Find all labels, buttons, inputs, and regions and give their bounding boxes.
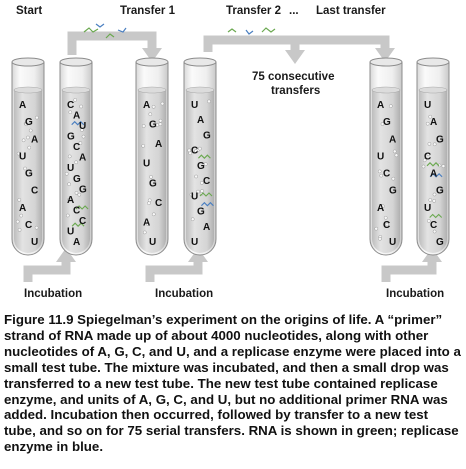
nucleotide-bubble [428,142,431,145]
nucleotide-bubble [195,175,198,178]
tube-rim [417,58,449,66]
nucleotide-letter: G [149,119,157,131]
nucleotide-letter: A [430,168,438,180]
label-transfer-2: Transfer 2 [226,5,281,17]
nucleotide-bubble [80,105,83,108]
label-ellipsis: ... [289,5,299,17]
test-tube-start [12,58,44,255]
nucleotide-bubble [16,220,19,223]
nucleotide-bubble [68,183,71,186]
nucleotide-letter: C [430,219,438,231]
nucleotide-bubble [198,147,201,150]
nucleotide-bubble [378,170,381,173]
nucleotide-bubble [422,165,425,168]
nucleotide-letter: A [73,110,81,122]
nucleotide-bubble [152,105,155,108]
nucleotide-bubble [142,124,145,127]
nucleotide-letter: G [25,117,33,129]
nucleotide-letter: G [197,206,205,218]
nucleotide-bubble [18,198,21,201]
nucleotide-letter: G [67,131,75,143]
nucleotide-bubble [207,100,210,103]
test-tube-last-transfer-incubated [417,58,449,255]
nucleotide-letter: C [79,215,87,227]
nucleotide-letter: C [424,151,432,163]
nucleotide-letter: U [377,151,385,163]
nucleotide-letter: U [389,237,397,248]
nucleotide-letter: G [197,160,205,172]
test-tube-last-transfer [370,58,402,255]
nucleotide-letter: A [377,100,385,111]
nucleotide-letter: C [31,185,39,197]
tube-rim [184,58,216,66]
label-transfers: transfers [271,85,321,97]
nucleotide-bubble [35,226,38,229]
nucleotide-bubble [66,214,69,217]
nucleotide-bubble [20,214,23,217]
test-tube-transfer1-incubated [184,58,216,255]
nucleotide-bubble [26,136,29,139]
nucleotide-bubble [161,102,164,105]
test-tube-transfer1 [136,58,168,255]
nucleotide-bubble [18,228,21,231]
nucleotide-bubble [159,119,162,122]
label-transfer-1: Transfer 1 [120,5,175,17]
nucleotide-letter: C [73,142,81,154]
nucleotide-letter: U [424,202,432,214]
nucleotide-bubble [159,123,162,126]
nucleotide-letter: C [25,219,33,231]
nucleotide-bubble [29,129,32,132]
nucleotide-letter: A [389,134,397,146]
liquid-surface [62,87,90,93]
nucleotide-letter: G [203,130,211,142]
nucleotide-letter: C [383,219,391,231]
figure-caption: Figure 11.9 Spiegelman’s experiment on the origins of life. A “primer” strand of RNA made up of about 4000 nucleotides, along with other nucleotides of A, G, C, and U, and a replicase enzyme were placed into a small test tube. The mixture was incubated, and then a small drop was transferred to a new test tube. The new test tube contained replicase enzyme, and units of A, G, C, and U, but no additional primer RNA was added. Incubation then occurred, followed by transfer to a new test tube, and so on for 75 serial transfers. RNA is shown in green; replicase enzyme in blue. [4,312,461,455]
liquid-surface [419,87,447,93]
nucleotide-letter: C [155,197,163,209]
nucleotide-letter: U [149,237,157,248]
nucleotide-letter: C [191,145,199,157]
nucleotide-letter: U [143,158,151,170]
nucleotide-bubble [142,144,145,147]
tube-rim [60,58,92,66]
nucleotide-letter: U [191,100,199,111]
nucleotide-letter: A [79,152,87,164]
nucleotide-letter: G [25,168,33,180]
nucleotide-bubble [148,199,151,202]
nucleotide-letter: U [424,100,432,111]
label-last-transfer: Last transfer [316,5,386,17]
nucleotide-bubble [152,213,155,216]
label-incubation-3: Incubation [386,288,445,300]
nucleotide-letter: U [31,237,39,248]
nucleotide-letter: A [19,202,27,214]
nucleotide-letter: A [19,100,27,111]
nucleotide-letter: U [67,163,75,175]
nucleotide-bubble [69,111,72,114]
liquid-surface [186,87,214,93]
nucleotide-letter: U [67,226,75,238]
nucleotide-letter: A [155,139,163,151]
nucleotide-letter: A [31,134,39,146]
nucleotide-letter: A [203,221,211,233]
nucleotide-bubble [389,105,392,108]
nucleotide-letter: A [143,100,151,111]
label-75-consecutive: 75 consecutive [252,71,335,83]
label-incubation-1: Incubation [24,288,83,300]
nucleotide-bubble [68,155,71,158]
nucleotide-letter: A [143,217,151,229]
nucleotide-bubble [149,113,152,116]
transfer-arrow-2 [208,40,305,64]
nucleotide-bubble [22,139,25,142]
tube-rim [136,58,168,66]
nucleotide-letter: A [67,194,75,206]
nucleotide-bubble [75,161,78,164]
nucleotide-bubble [433,199,436,202]
nucleotide-letter: G [383,117,391,129]
nucleotide-letter: G [389,185,397,197]
tube-rim [12,58,44,66]
test-tube-start-incubated [60,58,92,255]
liquid-surface [138,87,166,93]
nucleotide-letter: C [67,100,75,111]
nucleotide-letter: C [203,176,211,188]
nucleotide-letter: A [430,117,438,129]
nucleotide-letter: U [19,151,27,163]
liquid-surface [14,87,42,93]
nucleotide-letter: U [191,191,199,203]
nucleotide-bubble [35,116,38,119]
nucleotide-bubble [143,231,146,234]
nucleotide-bubble [393,150,396,153]
nucleotide-letter: G [436,134,444,146]
label-start: Start [16,5,43,17]
nucleotide-letter: A [377,202,385,214]
label-incubation-2: Incubation [155,288,214,300]
nucleotide-bubble [378,237,381,240]
nucleotide-letter: G [149,178,157,190]
nucleotide-bubble [375,227,378,230]
nucleotide-bubble [82,135,85,138]
liquid-surface [372,87,400,93]
nucleotide-bubble [392,177,395,180]
nucleotide-letter: U [79,121,87,133]
nucleotide-letter: A [73,237,81,248]
nucleotide-bubble [442,165,445,168]
test-tubes [12,58,449,255]
nucleotide-letter: U [191,237,199,248]
nucleotide-letter: A [197,115,205,127]
nucleotide-letter: G [436,185,444,197]
nucleotide-letter: G [436,237,444,248]
nucleotide-bubble [429,198,432,201]
nucleotide-letter: G [73,173,81,185]
tube-rim [370,58,402,66]
nucleotide-bubble [426,122,429,125]
nucleotide-letter: C [383,168,391,180]
nucleotide-letter: G [79,184,87,196]
nucleotide-bubble [28,146,31,149]
nucleotide-bubble [395,154,398,157]
nucleotide-bubble [191,218,194,221]
nucleotide-letter: C [73,205,81,217]
